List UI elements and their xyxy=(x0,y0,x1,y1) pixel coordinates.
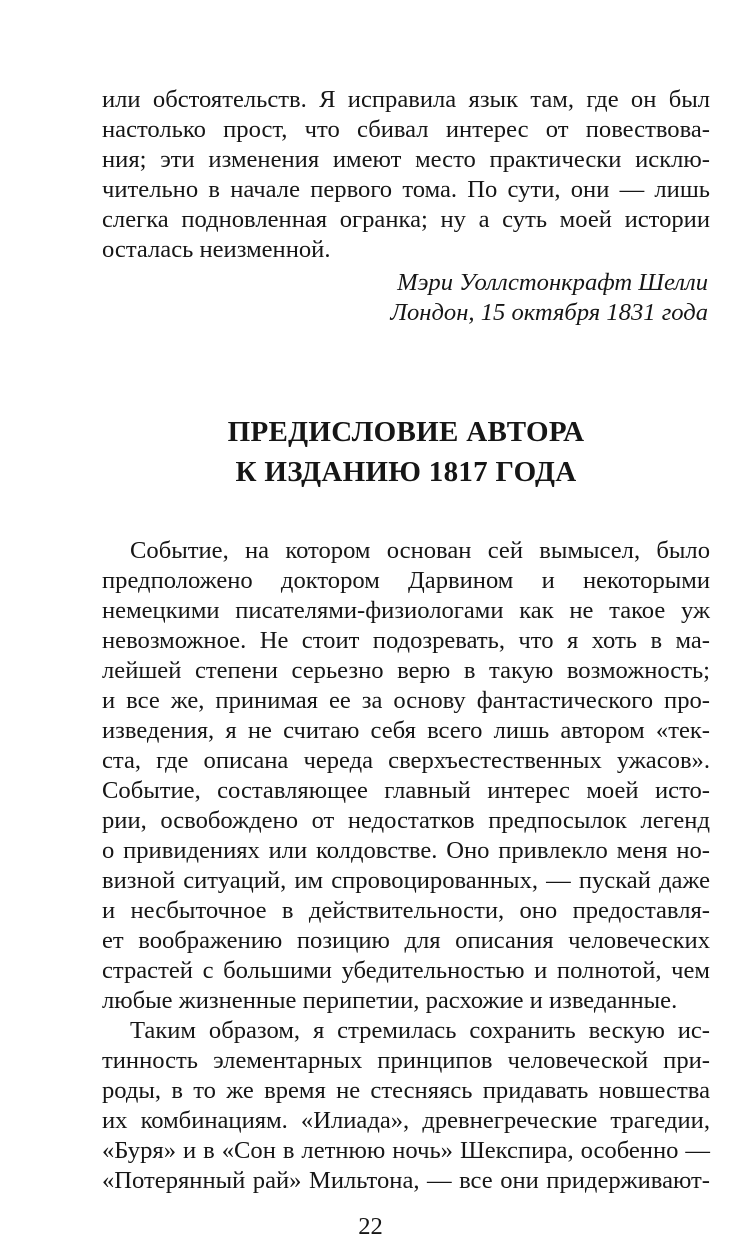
text-line: немецкими писателями-физиологами как не такое уж xyxy=(102,597,710,624)
signature-place-date: Лондон, 15 октября 1831 года xyxy=(390,299,708,326)
text-line: настолько прост, что сбивал интерес от повествова- xyxy=(102,116,710,143)
text-line: или обстоятельств. Я исправила язык там, где он был xyxy=(102,86,710,113)
text-line: ния; эти изменения имеют место практически исклю- xyxy=(102,146,710,173)
text-line: Событие, на котором основан сей вымысел, было xyxy=(130,537,710,564)
heading-line-1: ПРЕДИСЛОВИЕ АВТОРА xyxy=(227,416,585,448)
text-line: чительно в начале первого тома. По сути, они — лишь xyxy=(102,176,710,203)
text-line: ста, где описана череда сверхъестественных ужасов». xyxy=(102,747,710,774)
text-line: и несбыточное в действительности, оно предоставля- xyxy=(102,897,710,924)
text-line: тинность элементарных принципов человеческой при- xyxy=(102,1047,710,1074)
text-line: предположено доктором Дарвином и некоторыми xyxy=(102,567,710,594)
text-line: любые жизненные перипетии, расхожие и изведанные. xyxy=(102,987,678,1014)
text-line: о привидениях или колдовстве. Оно привлекло меня но- xyxy=(102,837,710,864)
text-line: «Буря» и в «Сон в летнюю ночь» Шекспира, особенно — xyxy=(102,1137,710,1164)
text-line: «Потерянный рай» Мильтона, — все они придерживают- xyxy=(102,1167,710,1194)
text-line: осталась неизменной. xyxy=(102,236,331,263)
signature-author: Мэри Уоллстонкрафт Шелли xyxy=(397,269,708,296)
text-line: лейшей степени серьезно верю в такую возможность; xyxy=(102,657,710,684)
text-line: визной ситуаций, им спровоцированных, — пускай даже xyxy=(102,867,710,894)
heading-line-2: К ИЗДАНИЮ 1817 ГОДА xyxy=(235,456,577,488)
text-line: их комбинациям. «Илиада», древнегреческие трагедии, xyxy=(102,1107,710,1134)
text-line: страстей с большими убедительностью и полнотой, чем xyxy=(102,957,710,984)
text-line: слегка подновленная огранка; ну а суть моей истории xyxy=(102,206,710,233)
text-line: роды, в то же время не стесняясь придавать новшества xyxy=(102,1077,710,1104)
page-number: 22 xyxy=(358,1213,383,1240)
text-line: невозможное. Не стоит подозревать, что я хоть в ма- xyxy=(102,627,710,654)
text-line: изведения, я не считаю себя всего лишь автором «тек- xyxy=(102,717,710,744)
text-line: рии, освобождено от недостатков предпосылок легенд xyxy=(102,807,710,834)
text-line: Событие, составляющее главный интерес моей исто- xyxy=(102,777,710,804)
text-line: Таким образом, я стремилась сохранить вескую ис- xyxy=(130,1017,710,1044)
text-line: и все же, принимая ее за основу фантастического про- xyxy=(102,687,710,714)
text-line: ет воображению позицию для описания человеческих xyxy=(102,927,710,954)
